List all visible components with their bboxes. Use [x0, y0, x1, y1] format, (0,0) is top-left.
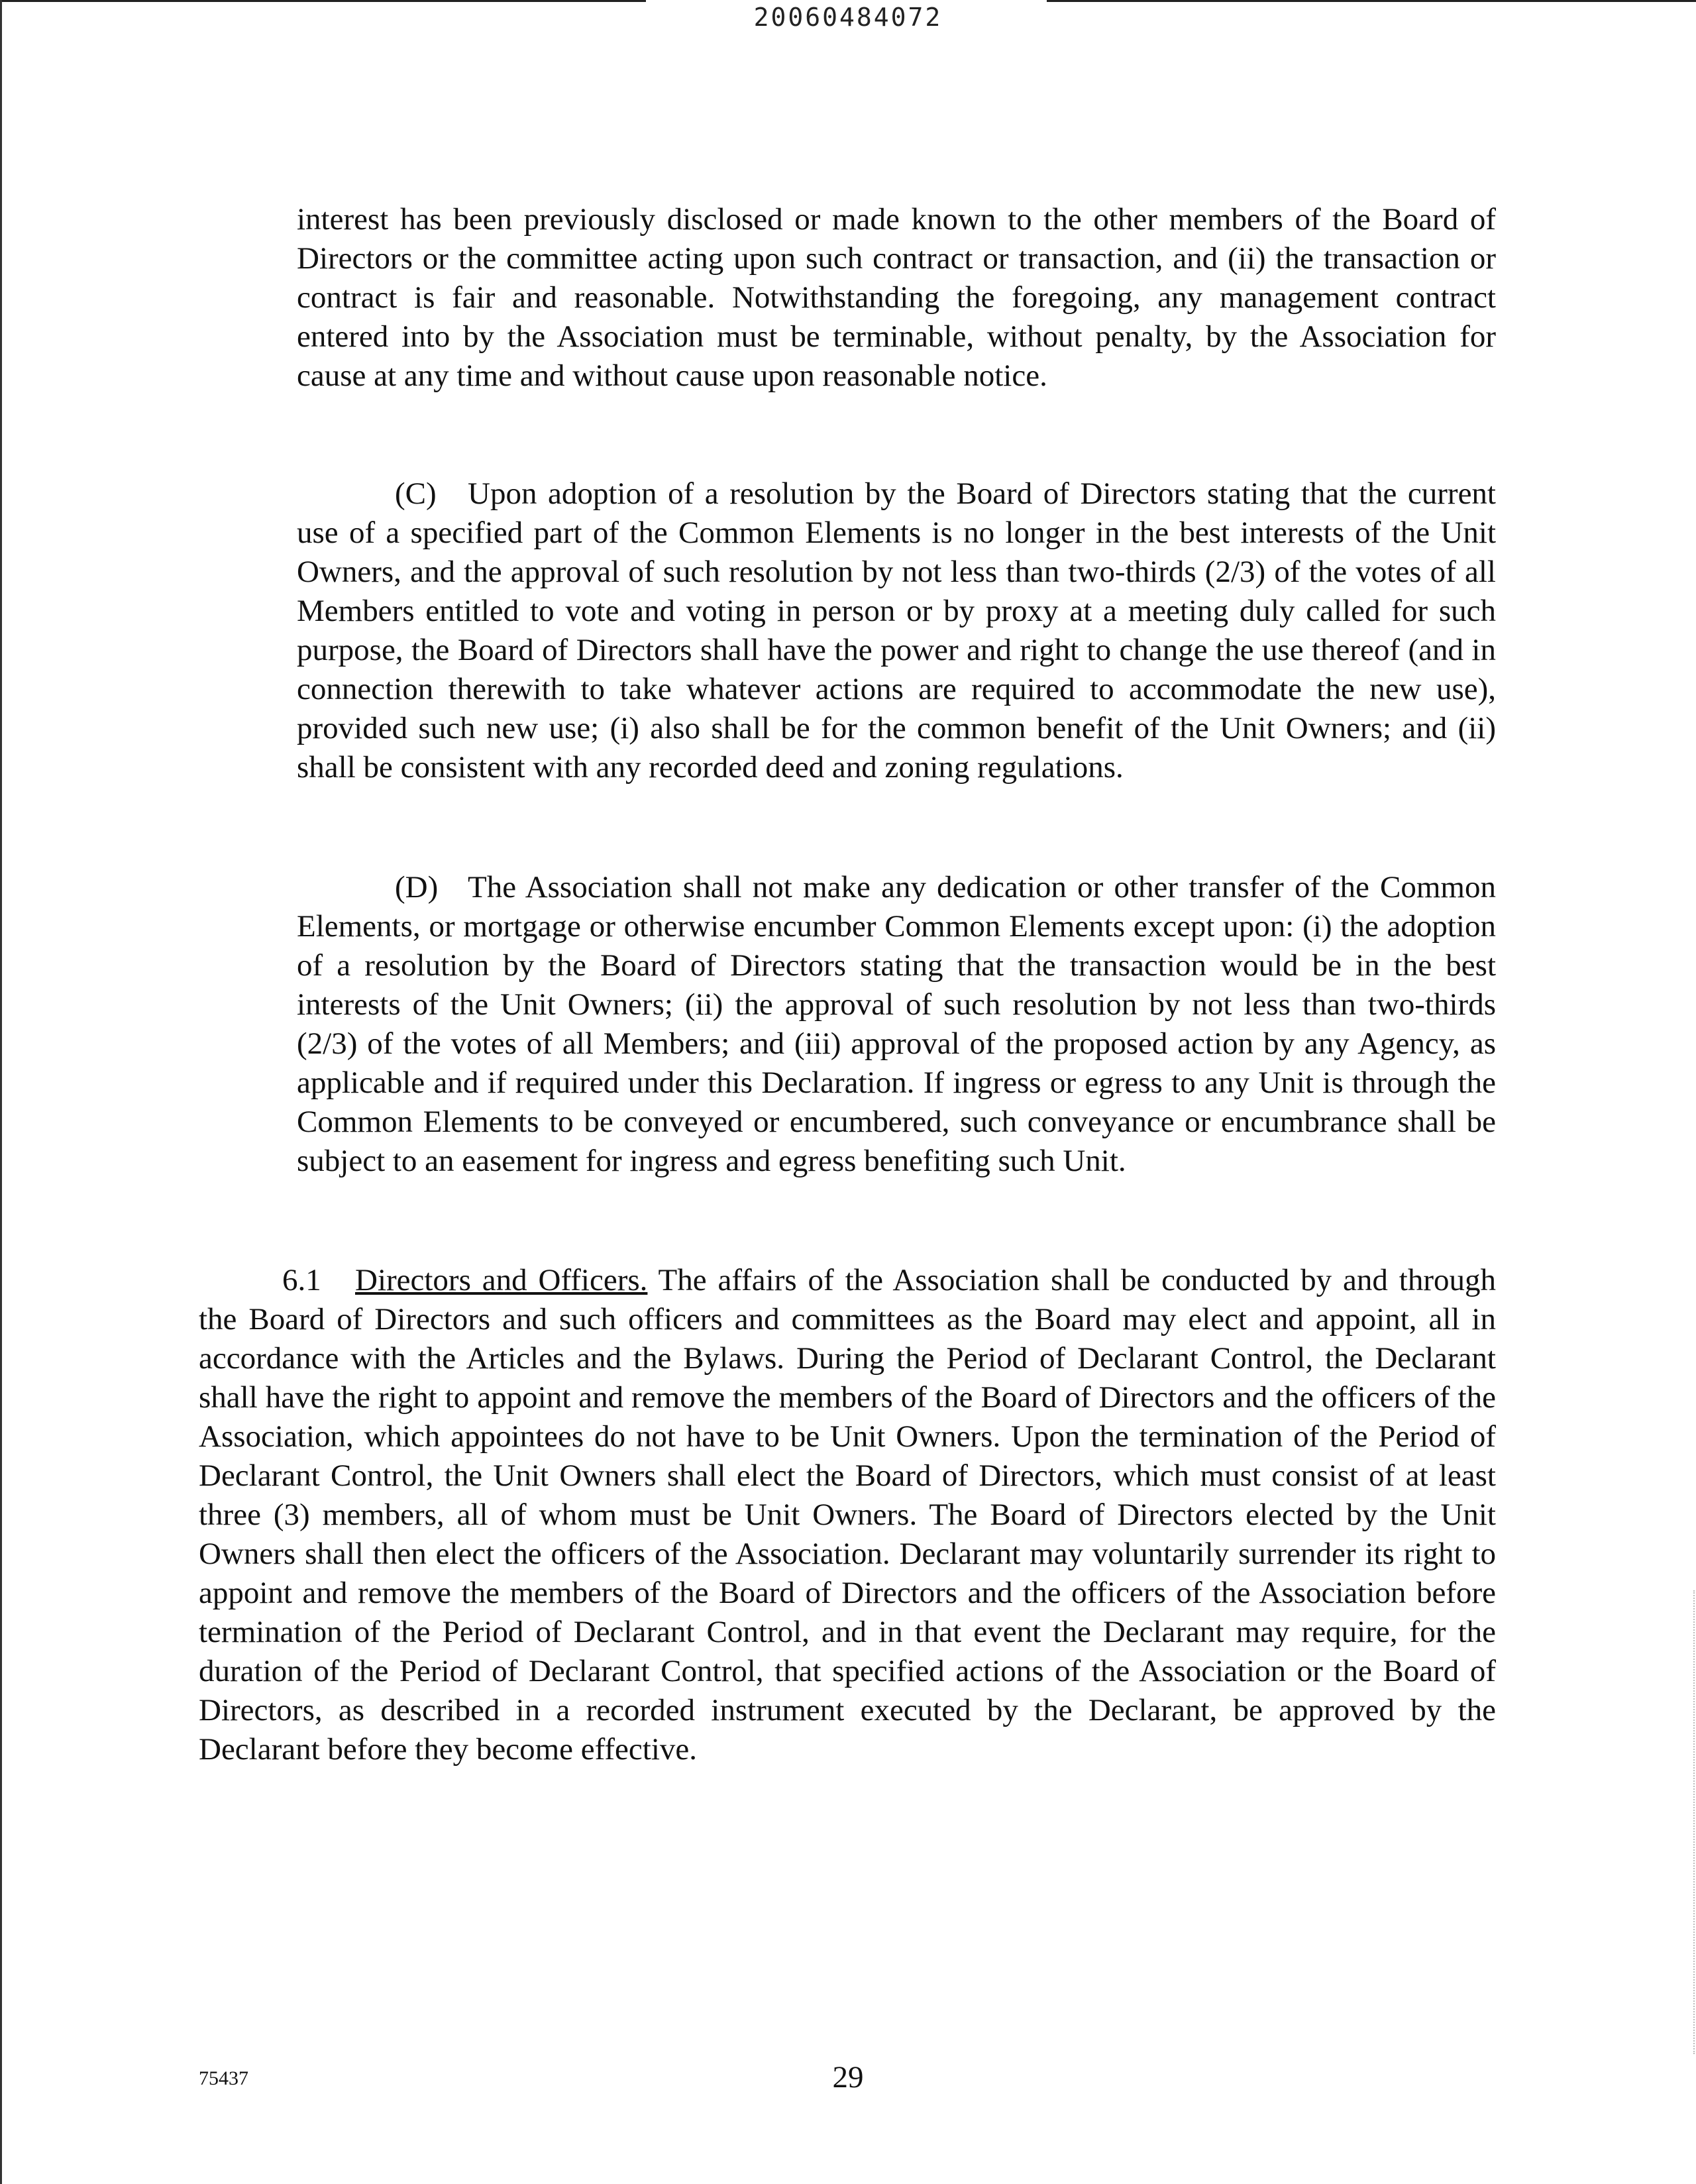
paragraph-continuation: interest has been previously disclosed or made known to the other members of the Board of Directors or the committee acting upon such contract or transaction, and (ii) the transaction or contract is fair and reasonable. Notwithstanding the foregoing, any management contract entered into by the Association must be terminable, without penalty, by the Association for cause at any time and without cause upon reasonable notice. [297, 202, 1496, 393]
document-number: 20060484072 [753, 3, 943, 32]
scan-left-edge [0, 0, 2, 2184]
scan-right-edge-specks [1693, 1590, 1696, 2054]
footer-document-id: 75437 [199, 2067, 248, 2089]
paragraph-d [297, 868, 1496, 1181]
section-6-1 [199, 1261, 1496, 1769]
paragraph-c-text: Upon adoption of a resolution by the Board of Directors stating that the current use of a specified part of the Common Elements is no longer in the best interests of the Unit Owners, and the approval of such resolution by not less than two-thirds (2/3) of the votes of all Members entitled to vote and voting in person or by proxy at a meeting duly called for such purpose, the Board of Directors shall have the power and right to change the use thereof (and in connection therewith to take whatever actions are required to accommodate the new use), provided such new use; (i) also shall be for the common benefit of the Unit Owners; and (ii) shall be consistent with any recorded deed and zoning regulations. [297, 476, 1496, 785]
section-6-1-text: The affairs of the Association shall be conducted by and through the Board of Directors and such officers and committees as the Board may elect and appoint, all in accordance with the Articles and the Bylaws. During the Period of Declarant Control, the Declarant shall have the right to appoint and remove the members of the Board of Directors and the officers of the Association, which appointees do not have to be Unit Owners. Upon the termination of the Period of Declarant Control, the Unit Owners shall elect the Board of Directors, which must consist of at least three (3) members, all of whom must be Unit Owners. The Board of Directors elected by the Unit Owners shall then elect the officers of the Association. Declarant may voluntarily surrender its right to appoint and remove the members of the Board of Directors and the officers of the Association before termination of the Period of Declarant Control, and in that event the Declarant may require, for the duration of the Period of Declarant Control, that specified actions of the Association or the Board of Directors, as described in a recorded instrument executed by the Declarant, be approved by the Declarant before they become effective. [199, 1263, 1497, 1767]
section-number: 6.1 [282, 1263, 321, 1297]
section-title: Directors and Officers. [355, 1263, 648, 1297]
scan-top-rule-left [0, 0, 646, 2]
scan-top-rule-right [1047, 0, 1696, 2]
page-number: 29 [832, 2060, 864, 2095]
paragraph-d-label: (D) [395, 870, 439, 904]
paragraph-d-text: The Association shall not make any dedication or other transfer of the Common Elements, or mortgage or otherwise encumber Common Elements except upon: (i) the adoption of a resolution by the Board of Directors stating that the transaction would be in the best interests of the Unit Owners; (ii) the approval of such resolution by not less than two-thirds (2/3) of the votes of all Members; and (iii) approval of the proposed action by any Agency, as applicable and if required under this Declaration. If ingress or egress to any Unit is through the Common Elements to be conveyed or encumbered, such conveyance or encumbrance shall be subject to an easement for ingress and egress benefiting such Unit. [297, 870, 1496, 1178]
paragraph-c-label: (C) [395, 476, 437, 511]
paragraph-c [297, 474, 1496, 787]
